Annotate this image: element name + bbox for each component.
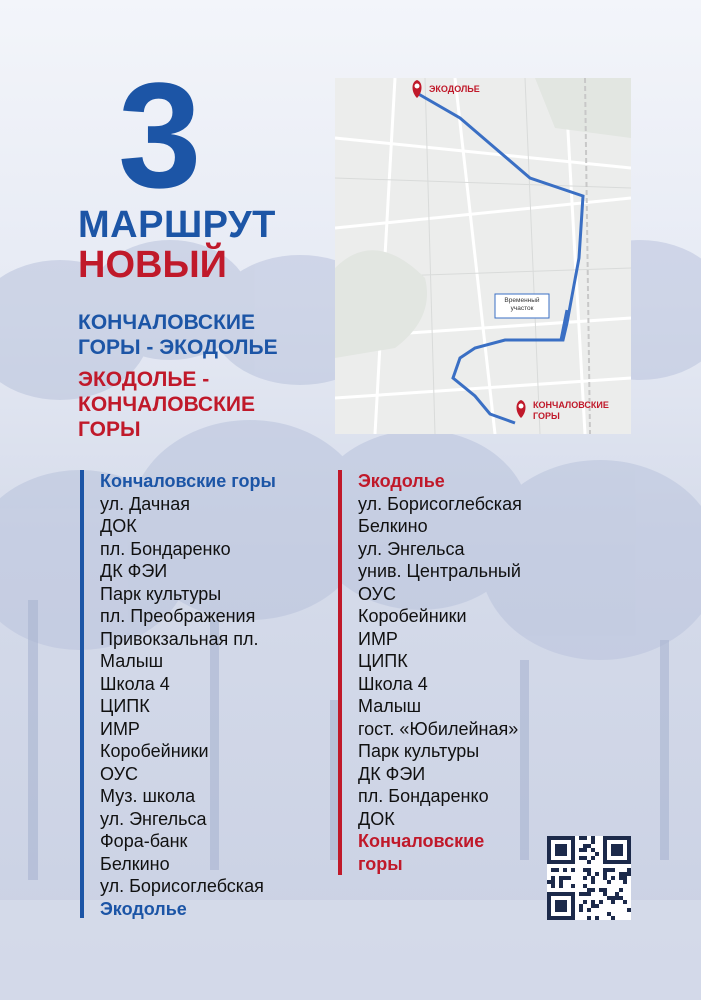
stop-item: пл. Бондаренко xyxy=(358,786,489,806)
stop-item: ЦИПК xyxy=(358,651,408,671)
stop-item: ул. Дачная xyxy=(100,493,190,514)
route-map xyxy=(335,78,631,434)
stop-item: Муз. школа xyxy=(100,786,196,806)
stop-start: Экодолье xyxy=(358,471,445,491)
route-title: МАРШРУТ xyxy=(78,204,276,246)
stop-item: гост. «Юбилейная» xyxy=(358,718,519,739)
stop-item: ул. Энгельса xyxy=(358,538,465,559)
stop-item: Фора-банк xyxy=(100,831,188,851)
qr-code[interactable] xyxy=(547,836,631,920)
map-end-label xyxy=(533,400,609,422)
stop-item: ИМР xyxy=(100,718,140,739)
direction-backward: ЭКОДОЛЬЕ - КОНЧАЛОВСКИЕ ГОРЫ xyxy=(78,368,256,441)
stop-item: Белкино xyxy=(100,853,170,874)
stop-item: ДОК xyxy=(100,516,137,536)
temp-section-line1: Временный xyxy=(504,297,540,304)
map-graphic xyxy=(335,78,631,434)
route-subtitle: НОВЫЙ xyxy=(78,244,227,286)
stops-forward-list xyxy=(80,470,340,918)
stop-items xyxy=(358,493,598,831)
stop-item: Коробейники xyxy=(358,606,467,626)
stop-item: ул. Борисоглебская xyxy=(358,493,522,514)
stop-item: ул. Борисоглебская xyxy=(100,876,264,896)
stop-item: ИМР xyxy=(358,628,398,649)
stop-item: Парк культуры xyxy=(358,741,480,761)
stop-item: Школа 4 xyxy=(100,673,170,694)
stop-item: ОУС xyxy=(100,763,139,784)
direction-forward: КОНЧАЛОВСКИЕ ГОРЫ - ЭКОДОЛЬЕ xyxy=(78,311,278,359)
stop-item: Белкино xyxy=(358,516,428,536)
temp-section-line2: участок xyxy=(510,305,534,312)
stop-item: Парк культуры xyxy=(100,583,222,604)
stop-item: пл. Бондаренко xyxy=(100,538,231,559)
stop-end: Экодолье xyxy=(100,898,187,919)
stop-item: унив. Центральный xyxy=(358,561,521,581)
stop-item: ЦИПК xyxy=(100,696,150,716)
stop-end-line1: Кончаловские xyxy=(358,831,485,851)
stop-start: Кончаловские горы xyxy=(100,471,276,491)
stop-item: ДОК xyxy=(358,808,395,829)
stop-items xyxy=(100,493,340,898)
stop-item: Малыш xyxy=(100,651,164,671)
stop-item: ОУС xyxy=(358,583,397,604)
map-start-label: ЭКОДОЛЬЕ xyxy=(429,84,480,94)
stop-end-line2: горы xyxy=(358,853,403,874)
stop-item: Школа 4 xyxy=(358,673,428,694)
map-end-label-line1: КОНЧАЛОВСКИЕ xyxy=(533,400,609,410)
stop-item: Привокзальная пл. xyxy=(100,628,259,649)
stops-backward-list xyxy=(338,470,598,875)
stop-item: ДК ФЭИ xyxy=(358,763,426,784)
stop-item: Коробейники xyxy=(100,741,209,761)
temp-section-label xyxy=(497,297,547,313)
route-number: 3 xyxy=(118,51,198,219)
stop-item: ул. Энгельса xyxy=(100,808,207,829)
stop-item: Малыш xyxy=(358,696,422,716)
stop-item: ДК ФЭИ xyxy=(100,561,168,581)
stop-item: пл. Преображения xyxy=(100,606,256,626)
map-end-label-line2: ГОРЫ xyxy=(533,411,560,421)
